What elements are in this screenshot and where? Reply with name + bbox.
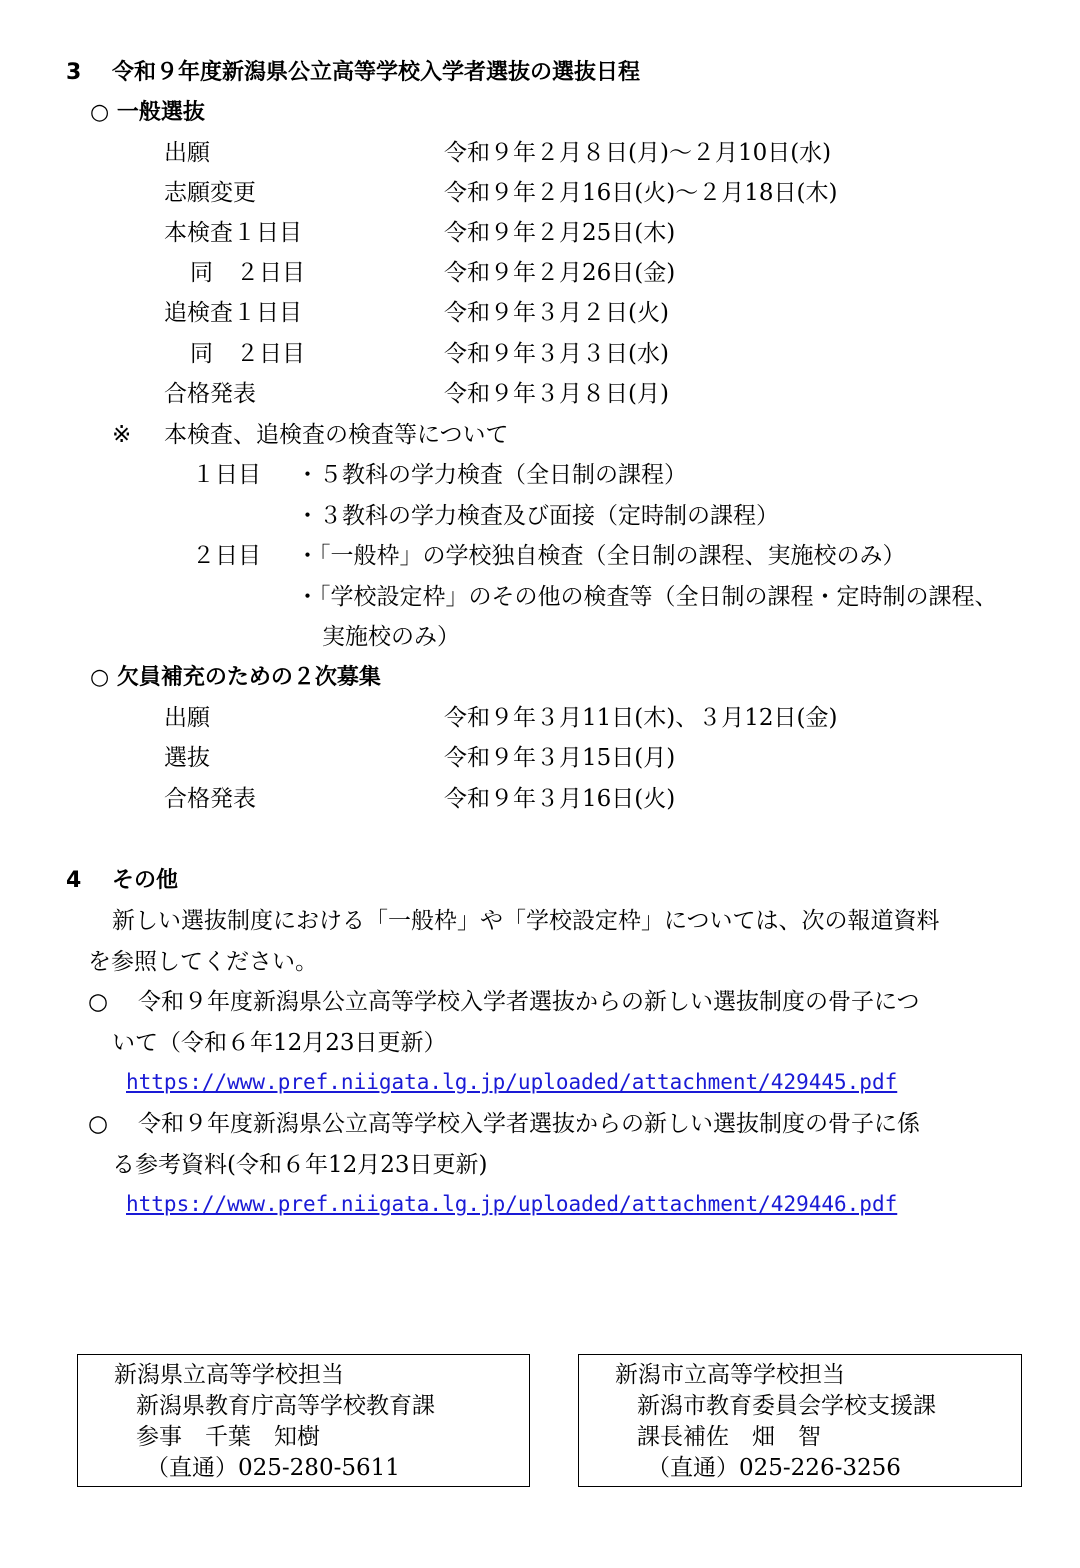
contact-department: 新潟市教育委員会学校支援課 (637, 1393, 936, 1419)
schedule-date: 令和９年２月８日(月)～２月10日(水) (444, 140, 832, 166)
note-title: 本検査、追検査の検査等について (164, 422, 509, 448)
second-recruitment-heading: ○ 欠員補充のための２次募集 (90, 665, 381, 690)
intro-text: を参照してください。 (88, 949, 318, 975)
contact-person: 参事 千葉 知樹 (136, 1424, 320, 1450)
schedule-label: 追検査１日目 (164, 300, 302, 326)
schedule-date: 令和９年２月26日(金) (444, 260, 676, 286)
schedule-label: 出願 (164, 705, 210, 731)
intro-text: 新しい選抜制度における「一般枠」や「学校設定枠」については、次の報道資料 (112, 908, 940, 934)
schedule-date: 令和９年３月３日(水) (444, 341, 669, 367)
schedule-label: 同 ２日目 (190, 260, 305, 286)
schedule-label: 選抜 (164, 745, 210, 771)
reference-title-continued: いて（令和６年12月23日更新） (112, 1030, 447, 1056)
day2-label: ２日目 (192, 543, 261, 569)
day2-item: ・「一般枠」の学校独自検査（全日制の課程、実施校のみ） (296, 543, 906, 569)
section4-heading: その他 (112, 868, 179, 893)
reference-title: 令和９年度新潟県公立高等学校入学者選抜からの新しい選抜制度の骨子に係 (138, 1111, 920, 1137)
reference-link[interactable]: https://www.pref.niigata.lg.jp/uploaded/attachment/429445.pdf (126, 1070, 898, 1094)
day1-label: １日目 (192, 462, 261, 488)
reference-title: 令和９年度新潟県公立高等学校入学者選抜からの新しい選抜制度の骨子につ (138, 989, 920, 1015)
section4-number: 4 (66, 868, 82, 893)
contact-title: 新潟県立高等学校担当 (114, 1362, 344, 1388)
schedule-date: 令和９年３月15日(月) (444, 745, 676, 771)
schedule-label: 志願変更 (164, 180, 256, 206)
reference-mark: ○ (88, 1111, 109, 1137)
day2-item: ・「学校設定枠」のその他の検査等（全日制の課程・定時制の課程、 (296, 584, 998, 610)
schedule-label: 本検査１日目 (164, 220, 302, 246)
note-mark: ※ (112, 422, 132, 448)
schedule-date: 令和９年２月25日(木) (444, 220, 676, 246)
contact-phone: （直通）025-280-5611 (146, 1455, 400, 1481)
schedule-date: 令和９年３月11日(木)、３月12日(金) (444, 705, 838, 731)
contact-department: 新潟県教育庁高等学校教育課 (136, 1393, 435, 1419)
schedule-date: 令和９年３月16日(火) (444, 786, 676, 812)
contact-person: 課長補佐 畑 智 (637, 1424, 821, 1450)
reference-mark: ○ (88, 989, 109, 1015)
schedule-date: 令和９年２月16日(火)～２月18日(木) (444, 180, 838, 206)
section3-heading: 令和９年度新潟県公立高等学校入学者選抜の選抜日程 (112, 60, 641, 85)
general-selection-heading: ○ 一般選抜 (90, 100, 205, 125)
schedule-label: 同 ２日目 (190, 341, 305, 367)
reference-title-continued: る参考資料(令和６年12月23日更新) (112, 1152, 488, 1178)
contact-box-prefectural (77, 1354, 530, 1487)
schedule-label: 合格発表 (164, 381, 256, 407)
day1-item: ・３教科の学力検査及び面接（定時制の課程） (296, 503, 779, 529)
schedule-label: 出願 (164, 140, 210, 166)
schedule-date: 令和９年３月２日(火) (444, 300, 669, 326)
contact-title: 新潟市立高等学校担当 (615, 1362, 845, 1388)
contact-box-city (578, 1354, 1022, 1487)
day2-item-continued: 実施校のみ） (322, 624, 460, 650)
section3-number: 3 (66, 60, 82, 85)
schedule-date: 令和９年３月８日(月) (444, 381, 669, 407)
day1-item: ・５教科の学力検査（全日制の課程） (296, 462, 687, 488)
contact-phone: （直通）025-226-3256 (647, 1455, 901, 1481)
schedule-label: 合格発表 (164, 786, 256, 812)
reference-link[interactable]: https://www.pref.niigata.lg.jp/uploaded/attachment/429446.pdf (126, 1192, 898, 1216)
